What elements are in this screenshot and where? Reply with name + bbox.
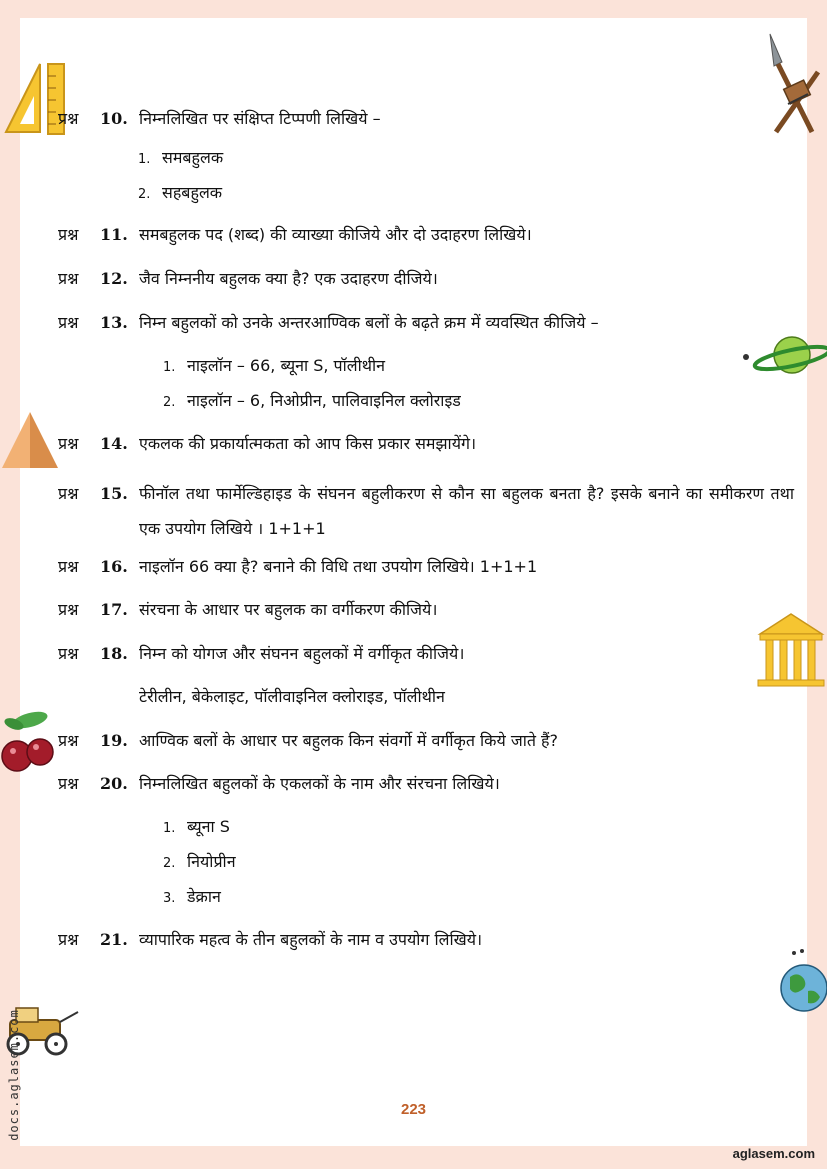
question-number: 21.	[100, 930, 128, 949]
question-text: समबहुलक पद (शब्द) की व्याख्या कीजिये और दो उदाहरण लिखिये।	[139, 225, 532, 244]
question-text: संरचना के आधार पर बहुलक का वर्गीकरण कीजिये।	[139, 600, 438, 619]
list-item	[163, 389, 461, 415]
list-item-number: 2.	[163, 395, 176, 410]
question-label: प्रश्न	[58, 269, 79, 288]
list-item-text: नाइलॉन – 66, ब्यूना S, पॉलीथीन	[187, 356, 386, 375]
list-item-number: 1.	[138, 152, 151, 167]
list-item-number: 2.	[163, 856, 176, 871]
question-label: प्रश्न	[58, 557, 79, 576]
question-number: 15.	[100, 484, 128, 503]
question-label: प्रश्न	[58, 600, 79, 619]
question-text: जैव निम्ननीय बहुलक क्या है? एक उदाहरण दीजिये।	[139, 269, 438, 288]
list-item-number: 1.	[163, 360, 176, 375]
question-text: निम्न बहुलकों को उनके अन्तरआण्विक बलों के बढ़ते क्रम में व्यवस्थित कीजिये –	[139, 313, 599, 332]
earth-globe-icon	[776, 945, 827, 1020]
page-number: 223	[400, 1101, 427, 1118]
polymer-list: टेरीलीन, बेकेलाइट, पॉलीवाइनिल क्लोराइड, पॉलीथीन	[139, 687, 445, 706]
list-item-text: ब्यूना S	[187, 817, 230, 836]
question-label: प्रश्न	[58, 484, 79, 503]
list-item-text: नियोप्रीन	[187, 852, 236, 871]
question-label: प्रश्न	[58, 225, 79, 244]
list-item	[138, 146, 223, 172]
question-text: निम्नलिखित बहुलकों के एकलकों के नाम और संरचना लिखिये।	[139, 774, 500, 793]
question-text: निम्नलिखित पर संक्षिप्त टिप्पणी लिखिये –	[139, 109, 381, 128]
question-text: आण्विक बलों के आधार पर बहुलक किन संवर्गो में वर्गीकृत किये जाते हैं?	[139, 731, 559, 750]
list-item-number: 1.	[163, 821, 176, 836]
question-label: प्रश्न	[58, 731, 79, 750]
question-number: 11.	[100, 225, 128, 244]
list-item-number: 2.	[138, 187, 151, 202]
question-number: 17.	[100, 600, 128, 619]
question-label: प्रश्न	[58, 109, 79, 128]
question-label: प्रश्न	[58, 644, 79, 663]
question-number: 18.	[100, 644, 128, 663]
question-text: निम्न को योगज और संघनन बहुलकों में वर्गीकृत कीजिये।	[139, 644, 465, 663]
question-label: प्रश्न	[58, 434, 79, 453]
list-item	[138, 181, 222, 207]
question-number: 16.	[100, 557, 128, 576]
question-number: 10.	[100, 109, 128, 128]
question-number: 14.	[100, 434, 128, 453]
list-item	[163, 354, 385, 380]
question-number: 13.	[100, 313, 128, 332]
question-text: फीनॉल तथा फार्मेल्डिहाइड के संघनन बहुलीकरण से कौन सा बहुलक बनता है? इसके बनाने का समीकरण तथा एक उपयोग लिखिये । 1+1+1	[139, 484, 794, 538]
question-number: 19.	[100, 731, 128, 750]
question-label: प्रश्न	[58, 313, 79, 332]
question-text: एकलक की प्रकार्यात्मकता को आप किस प्रकार समझायेंगे।	[139, 434, 477, 453]
planet-saturn-icon	[742, 330, 827, 380]
list-item	[163, 850, 236, 876]
list-item-text: नाइलॉन – 6, निओप्रीन, पालिवाइनिल क्लोराइड	[187, 391, 461, 410]
watermark: docs.aglasem.com	[6, 1009, 21, 1141]
brand-footer[interactable]: aglasem.com	[732, 1146, 815, 1161]
question-number: 12.	[100, 269, 128, 288]
question-text: व्यापारिक महत्व के तीन बहुलकों के नाम व उपयोग लिखिये।	[139, 930, 483, 949]
list-item	[163, 815, 230, 841]
pyramid-icon	[0, 410, 60, 472]
question-label: प्रश्न	[58, 774, 79, 793]
question-text: नाइलॉन 66 क्या है? बनाने की विधि तथा उपयोग लिखिये। 1+1+1	[139, 557, 538, 576]
list-item-text: समबहुलक	[162, 148, 224, 167]
berries-icon	[0, 706, 60, 780]
list-item-number: 3.	[163, 891, 176, 906]
list-item	[163, 885, 221, 911]
list-item-text: सहबहुलक	[162, 183, 223, 202]
question-number: 20.	[100, 774, 128, 793]
list-item-text: डेक्रान	[187, 887, 221, 906]
question-label: प्रश्न	[58, 930, 79, 949]
